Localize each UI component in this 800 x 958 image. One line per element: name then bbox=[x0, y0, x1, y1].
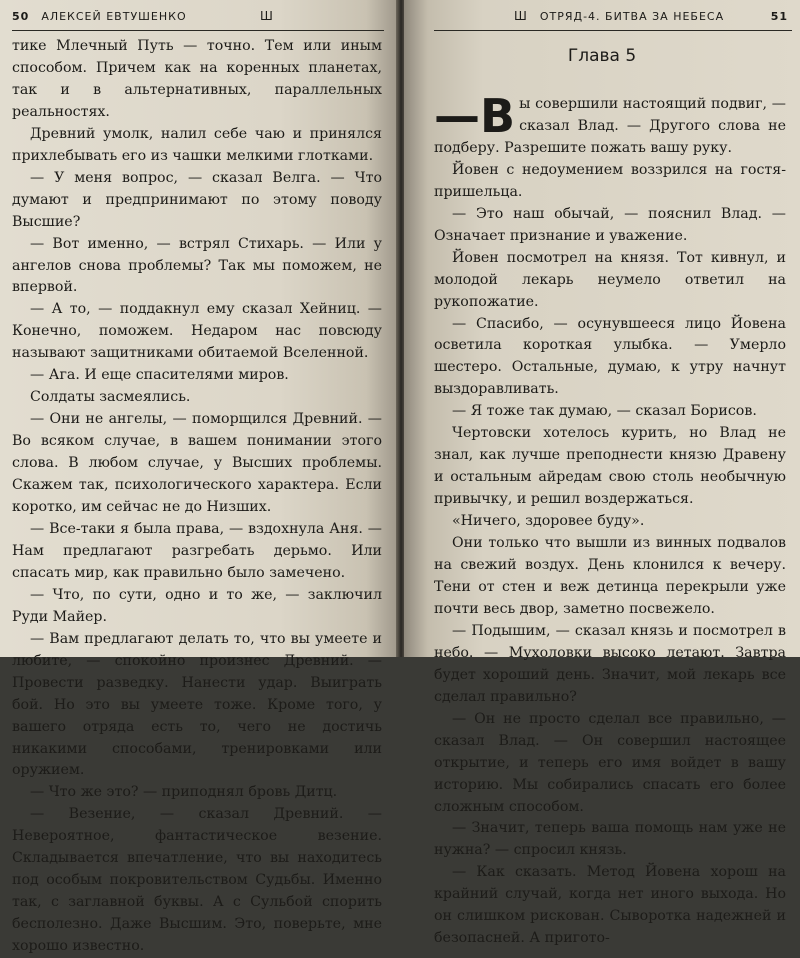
paragraph: тике Млечный Путь — точно. Тем или иным способом. Причем как на коренных планетах, так и в альтернативных, параллельных реальностях. bbox=[12, 38, 387, 120]
paragraph: — Он не просто сделал все правильно, — сказал Влад. — Он совершил настоящее открытие, и теперь его имя войдет в вашу историю. Мы собирались спасать его более сложным способом. bbox=[434, 710, 791, 815]
drop-cap: —В bbox=[434, 89, 516, 143]
opening-paragraph bbox=[434, 89, 791, 160]
paragraph: «Ничего, здоровее буду». bbox=[452, 513, 645, 530]
paragraph: — Все-таки я была права, — вздохнула Аня. — Нам предлагают разгребать дерьмо. Или спасать мир, как правильно было замечено. bbox=[12, 520, 387, 581]
book-title: ОТРЯД-4. БИТВА ЗА НЕБЕСА bbox=[539, 9, 725, 23]
left-page-number: 50 bbox=[12, 9, 30, 23]
paragraph: Древний умолк, налил себе чаю и принялся прихлебывать его из чашки мелкими глотками. bbox=[12, 125, 387, 164]
opening-paragraph-text: ы совершили настоящий подвиг, — сказал Влад. — Другого слова не подберу. Разрешите пожать вашу руку. bbox=[434, 96, 791, 156]
right-running-head bbox=[514, 6, 788, 26]
paragraph: Солдаты засмеялись. bbox=[30, 389, 191, 406]
paragraph: — Подышим, — сказал князь и посмотрел в небо. — Мухоловки высоко летают. Завтра будет хороший день. Значит, мой лекарь все сделал правильно? bbox=[434, 622, 791, 705]
publisher-mark-icon: Ш bbox=[260, 9, 274, 23]
author-name: АЛЕКСЕЙ ЕВТУШЕНКО bbox=[41, 9, 187, 23]
paragraph: — А то, — поддакнул ему сказал Хейниц. — Конечно, поможем. Недаром нас повсюду называют защитниками обитаемой Вселенной. bbox=[12, 301, 387, 362]
right-page bbox=[404, 0, 800, 947]
paragraph: — Вам предлагают делать то, что вы умеете и любите, — спокойно произнес Древний. — Провести разведку. Нанести удар. Выиграть бой. Но это вы умеете тоже. Кроме того, у вашего отряда есть то, чего не достичь никакими способами, тренировками или оружием. bbox=[12, 630, 387, 779]
paragraph: — Ага. И еще спасителями миров. bbox=[30, 367, 289, 384]
paragraph: — Они не ангелы, — поморщился Древний. — Во всяком случае, в вашем понимании этого слова. В любом случае, у Высших проблемы. Скажем так, психологического характера. Если коротко, им сейчас не до Низших. bbox=[12, 411, 387, 516]
right-body-text bbox=[434, 89, 791, 950]
paragraph: Они только что вышли из винных подвалов на свежий воздух. День клонился к вечеру. Тени от стен и веж детинца перекрыли уже почти весь двор, заметно посвежело. bbox=[434, 535, 791, 617]
chapter-title: Глава 5 bbox=[567, 46, 637, 66]
paragraph: Йовен посмотрел на князя. Тот кивнул, и молодой лекарь неумело ответил на рукопожатие. bbox=[434, 249, 791, 310]
right-header-rule bbox=[434, 30, 792, 31]
paragraph: — Везение, — сказал Древний. — Невероятное, фантастическое везение. Складывается впечатление, что вы находитесь под особым покровительством Судьбы. Именно так, с заглавной буквы. А с Сульбой спорить бесполезно. Даже Высшим. Это, поверьте, мне хорошо известно. bbox=[12, 806, 387, 955]
left-page bbox=[0, 0, 398, 955]
paragraph: — Как сказать. Метод Йовена хорош на крайний случай, когда нет иного выхода. Но он слишком рискован. Сыворотка надежней и безопасней. А пригото- bbox=[434, 864, 791, 947]
paragraph: — У меня вопрос, — сказал Велга. — Что думают и предпринимают по этому поводу Высшие? bbox=[12, 169, 387, 230]
paragraph: Йовен с недоумением воззрился на гостя-пришельца. bbox=[434, 161, 786, 200]
right-page-number: 51 bbox=[770, 9, 788, 23]
paragraph: — Что же это? — приподнял бровь Дитц. bbox=[30, 784, 338, 801]
paragraph: — Это наш обычай, — пояснил Влад. — Означает признание и уважение. bbox=[434, 205, 791, 244]
publisher-mark-icon: Ш bbox=[514, 9, 528, 23]
left-header-rule bbox=[12, 30, 384, 31]
left-running-head bbox=[12, 6, 384, 26]
paragraph: — Значит, теперь ваша помощь нам уже не нужна? — спросил князь. bbox=[434, 820, 791, 859]
paragraph: — Что, по сути, одно и то же, — заключил Руди Майер. bbox=[12, 586, 387, 625]
paragraph: — Я тоже так думаю, — сказал Борисов. bbox=[452, 403, 757, 420]
paragraph: Чертовски хотелось курить, но Влад не знал, как лучше преподнести князю Дравену и остальным айредам свою столь необычную привычку, и решил воздержаться. bbox=[434, 425, 791, 508]
paragraph: — Вот именно, — встрял Стихарь. — Или у ангелов снова проблемы? Так мы поможем, не впервой. bbox=[12, 235, 387, 296]
paragraph: — Спасибо, — осунувшееся лицо Йовена осветила короткая улыбка. — Умерло шестеро. Остальные, думаю, к утру начнут выздоравливать. bbox=[434, 315, 791, 398]
left-body-text bbox=[12, 36, 387, 958]
